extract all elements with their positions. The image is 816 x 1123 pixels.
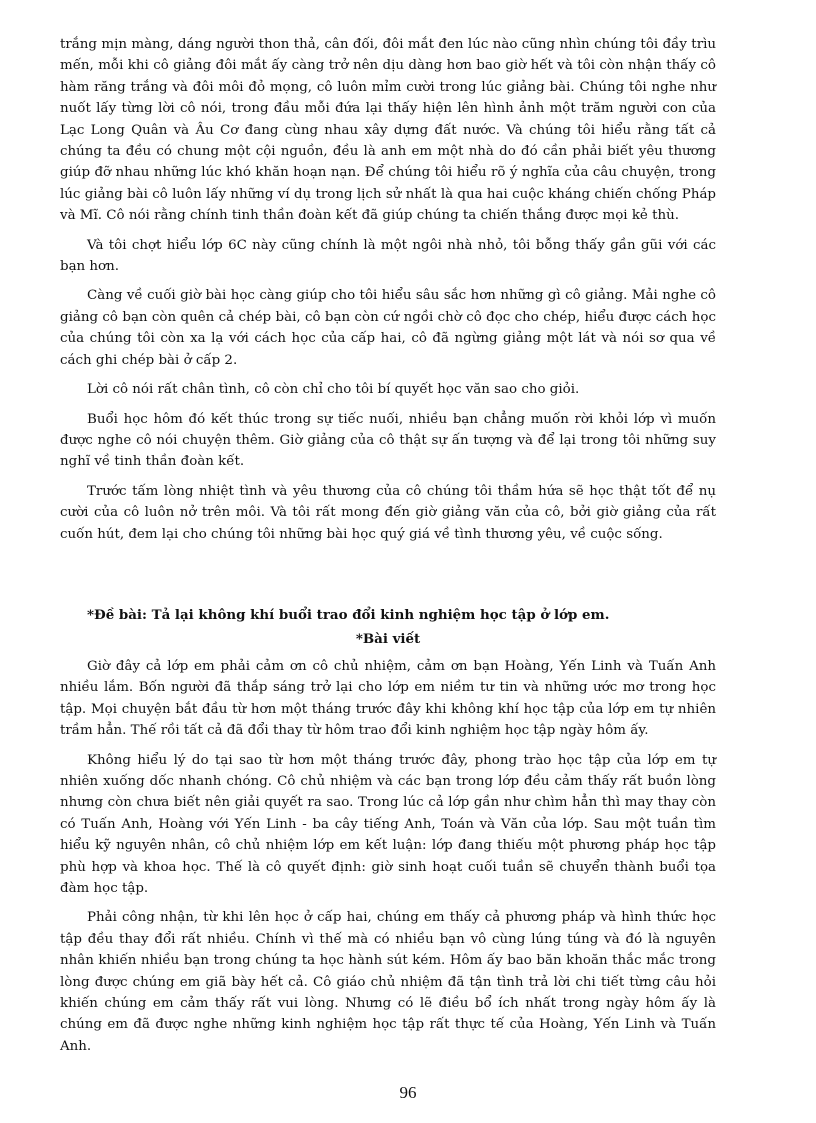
essay-subtitle: *Bài viết: [355, 630, 421, 647]
document-page: [60, 34, 716, 1065]
paragraph: Buổi học hôm đó kết thúc trong sự tiếc nuối, nhiều bạn chẳng muốn rời khỏi lớp vì muốn được nghe cô nói chuyện thêm. Giờ giảng của cô thật sự ấn tượng và để lại trong tôi những suy nghĩ về tinh thần đoàn kết.: [60, 411, 716, 470]
paragraph: trắng mịn màng, dáng người thon thả, cân đối, đôi mắt đen lúc nào cũng nhìn chúng tôi đầy trìu mến, mỗi khi cô giảng đôi mắt ấy càng trở nên dịu dàng hơn bao giờ hết và tôi còn nhận thấy cô hàm răng trắng và đôi môi đỏ mọng, cô luôn mỉm cười trong lúc giảng bài. Chúng tôi nghe như nuốt lấy từng lời cô nói, trong đầu mỗi đứa lại thấy hiện lên hình ảnh một trăm người con của Lạc Long Quân và Âu Cơ đang cùng nhau xây dựng đất nước. Và chúng tôi hiểu rằng tất cả chúng ta đều có chung một cội nguồn, đều là anh em một nhà do đó cần phải biết yêu thương giúp đỡ nhau những lúc khó khăn hoạn nạn. Để chúng tôi hiểu rõ ý nghĩa của câu chuyện, trong lúc giảng bài cô luôn lấy những ví dụ trong lịch sử nhất là qua hai cuộc kháng chiến chống Pháp và Mĩ. Cô nói rằng chính tinh thần đoàn kết đã giúp chúng ta chiến thắng được mọi kẻ thù.: [60, 37, 716, 224]
paragraph: Phải công nhận, từ khi lên học ở cấp hai, chúng em thấy cả phương pháp và hình thức học tập đều thay đổi rất nhiều. Chính vì thế mà có nhiều bạn vô cùng lúng túng và đó là nguyên nhân khiến nhiều bạn trong chúng ta học hành sút kém. Hôm ấy bao băn khoăn thắc mắc trong lòng được chúng em giã bày hết cả. Cô giáo chủ nhiệm đã tận tình trả lời chi tiết từng câu hỏi khiến chúng em cảm thấy rất vui lòng. Nhưng có lẽ điều bổ ích nhất trong ngày hôm ấy là chúng em đã được nghe những kinh nghiệm học tập rất thực tế của Hoàng, Yến Linh và Tuấn Anh.: [60, 910, 716, 1054]
paragraph: Càng về cuối giờ bài học càng giúp cho tôi hiểu sâu sắc hơn những gì cô giảng. Mải nghe cô giảng cô bạn còn quên cả chép bài, cô bạn còn cứ ngồi chờ cô đọc cho chép, hiểu được cách học của chúng tôi còn xa lạ với cách học của cấp hai, cô đã ngừng giảng một lát và nói sơ qua về cách ghi chép bài ở cấp 2.: [60, 288, 716, 368]
page-number: 96: [399, 1083, 417, 1102]
paragraph: Và tôi chợt hiểu lớp 6C này cũng chính là một ngôi nhà nhỏ, tôi bỗng thấy gần gũi với các bạn hơn.: [60, 237, 716, 275]
paragraph: Trước tấm lòng nhiệt tình và yêu thương của cô chúng tôi thầm hứa sẽ học thật tốt để nụ cười của cô luôn nở trên môi. Và tôi rất mong đến giờ giảng văn của cô, bởi giờ giảng của rất cuốn hút, đem lại cho chúng tôi những bài học quý giá về tình thương yêu, về cuộc sống.: [60, 483, 716, 542]
paragraph: Lời cô nói rất chân tình, cô còn chỉ cho tôi bí quyết học văn sao cho giỏi.: [87, 382, 580, 398]
section-spacer: [60, 553, 716, 605]
paragraph: Giờ đây cả lớp em phải cảm ơn cô chủ nhiệm, cảm ơn bạn Hoàng, Yến Linh và Tuấn Anh nhiều lắm. Bốn người đã thắp sáng trở lại cho lớp em niềm tư tin và những ước mơ trong học tập. Mọi chuyện bắt đầu từ hơn một tháng trước đây khi không khí học tập của lớp em tự nhiên trầm hẳn. Thế rồi tất cả đã đổi thay từ hôm trao đổi kinh nghiệm học tập ngày hôm ấy.: [60, 658, 716, 739]
essay-topic: *Đề bài: Tả lại không khí buổi trao đổi kinh nghiệm học tập ở lớp em.: [87, 606, 610, 623]
paragraph: Không hiểu lý do tại sao từ hơn một tháng trước đây, phong trào học tập của lớp em tự nhiên xuống dốc nhanh chóng. Cô chủ nhiệm và các bạn trong lớp đều cảm thấy rất buồn lòng nhưng còn chưa biết nên giải quyết ra sao. Trong lúc cả lớp gần như chìm hẳn thì may thay còn có Tuấn Anh, Hoàng với Yến Linh - ba cây tiếng Anh, Toán và Văn của lớp. Sau một tuần tìm hiểu kỹ nguyên nhân, cô chủ nhiệm lớp em kết luận: lớp đang thiếu một phương pháp học tập phù hợp và khoa học. Thế là cô quyết định: giờ sinh hoạt cuối tuần sẽ chuyển thành buổi tọa đàm học tập.: [60, 752, 716, 896]
